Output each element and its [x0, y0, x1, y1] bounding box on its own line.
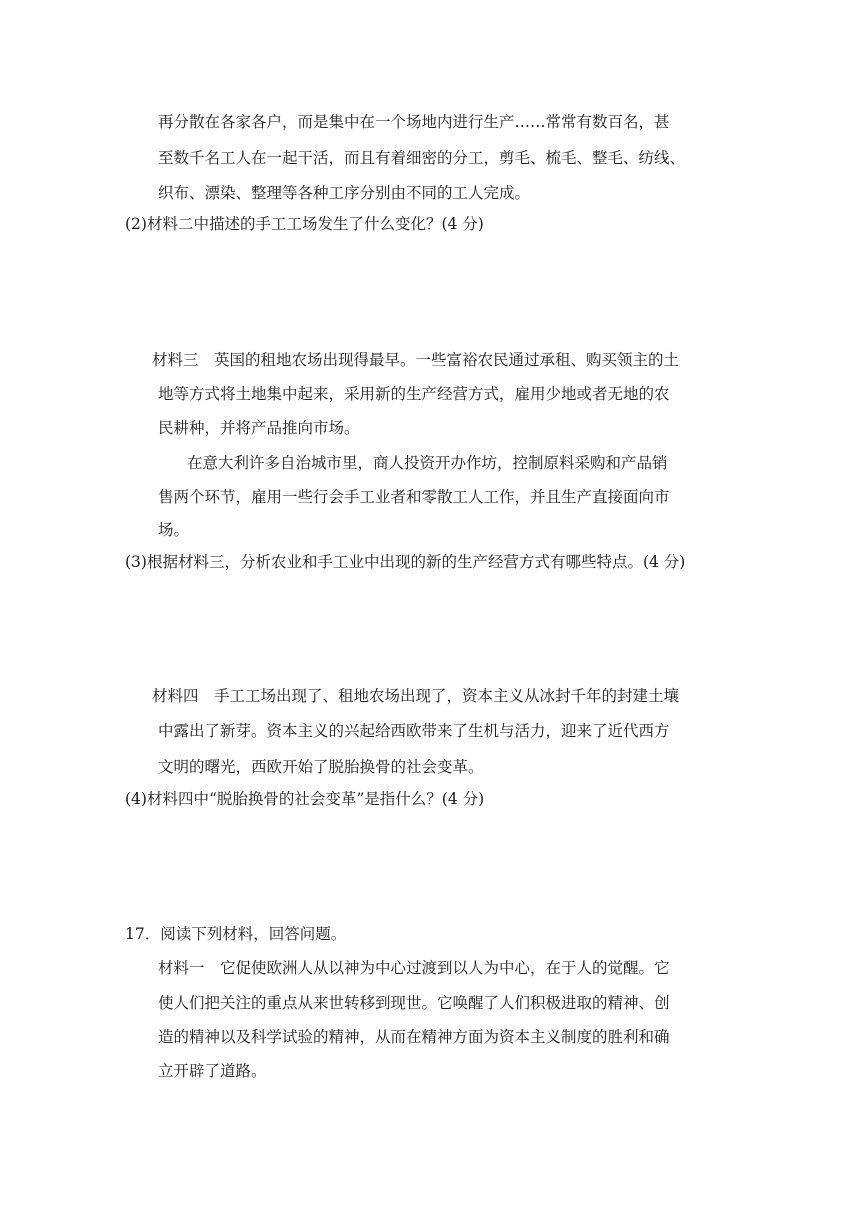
- material-four-text-line-1: 材料四 手工工场出现了、租地农场出现了，资本主义从冰封千年的封建土壤: [152, 687, 680, 705]
- question-17-heading: 17．阅读下列材料，回答问题。: [125, 925, 347, 943]
- material-two-text-line-3: 织布、漂染、整理等各种工序分别由不同的工人完成。: [158, 184, 531, 202]
- material-three-text-line-1: 材料三 英国的租地农场出现得最早。一些富裕农民通过承租、购买领主的土: [152, 351, 680, 369]
- material-four-text-line-3: 文明的曙光，西欧开始了脱胎换骨的社会变革。: [158, 758, 484, 776]
- question-17-material-one-line-3: 造的精神以及科学试验的精神，从而在精神方面为资本主义制度的胜利和确: [158, 1028, 670, 1046]
- material-two-text-line-2: 至数千名工人在一起干活，而且有着细密的分工，剪毛、梳毛、整毛、纺线、: [158, 149, 686, 167]
- question-17-material-one-line-4: 立开辟了道路。: [158, 1062, 267, 1080]
- material-three-text-line-2: 地等方式将土地集中起来，采用新的生产经营方式，雇用少地或者无地的农: [158, 385, 670, 403]
- material-three-text-line-4: 在意大利许多自治城市里，商人投资开办作坊，控制原料采购和产品销: [187, 454, 668, 472]
- question-4: (4)材料四中“脱胎换骨的社会变革”是指什么？(4 分): [125, 790, 485, 808]
- question-17-material-one-line-1: 材料一 它促使欧洲人从以神为中心过渡到以人为中心，在于人的觉醒。它: [158, 959, 670, 977]
- material-three-text-line-6: 场。: [158, 521, 190, 539]
- material-two-text-line-1: 再分散在各家各户，而是集中在一个场地内进行生产……常常有数百名，甚: [158, 113, 670, 131]
- question-17-material-one-line-2: 使人们把关注的重点从来世转移到现世。它唤醒了人们积极进取的精神、创: [158, 994, 670, 1012]
- material-four-text-line-2: 中露出了新芽。资本主义的兴起给西欧带来了生机与活力，迎来了近代西方: [158, 722, 670, 740]
- question-2: (2)材料二中描述的手工工场发生了什么变化？(4 分): [125, 215, 484, 233]
- material-three-text-line-5: 售两个环节，雇用一些行会手工业者和零散工人工作，并且生产直接面向市: [158, 488, 670, 506]
- question-3: (3)根据材料三，分析农业和手工业中出现的新的生产经营方式有哪些特点。(4 分): [125, 553, 686, 571]
- material-three-text-line-3: 民耕种，并将产品推向市场。: [158, 419, 360, 437]
